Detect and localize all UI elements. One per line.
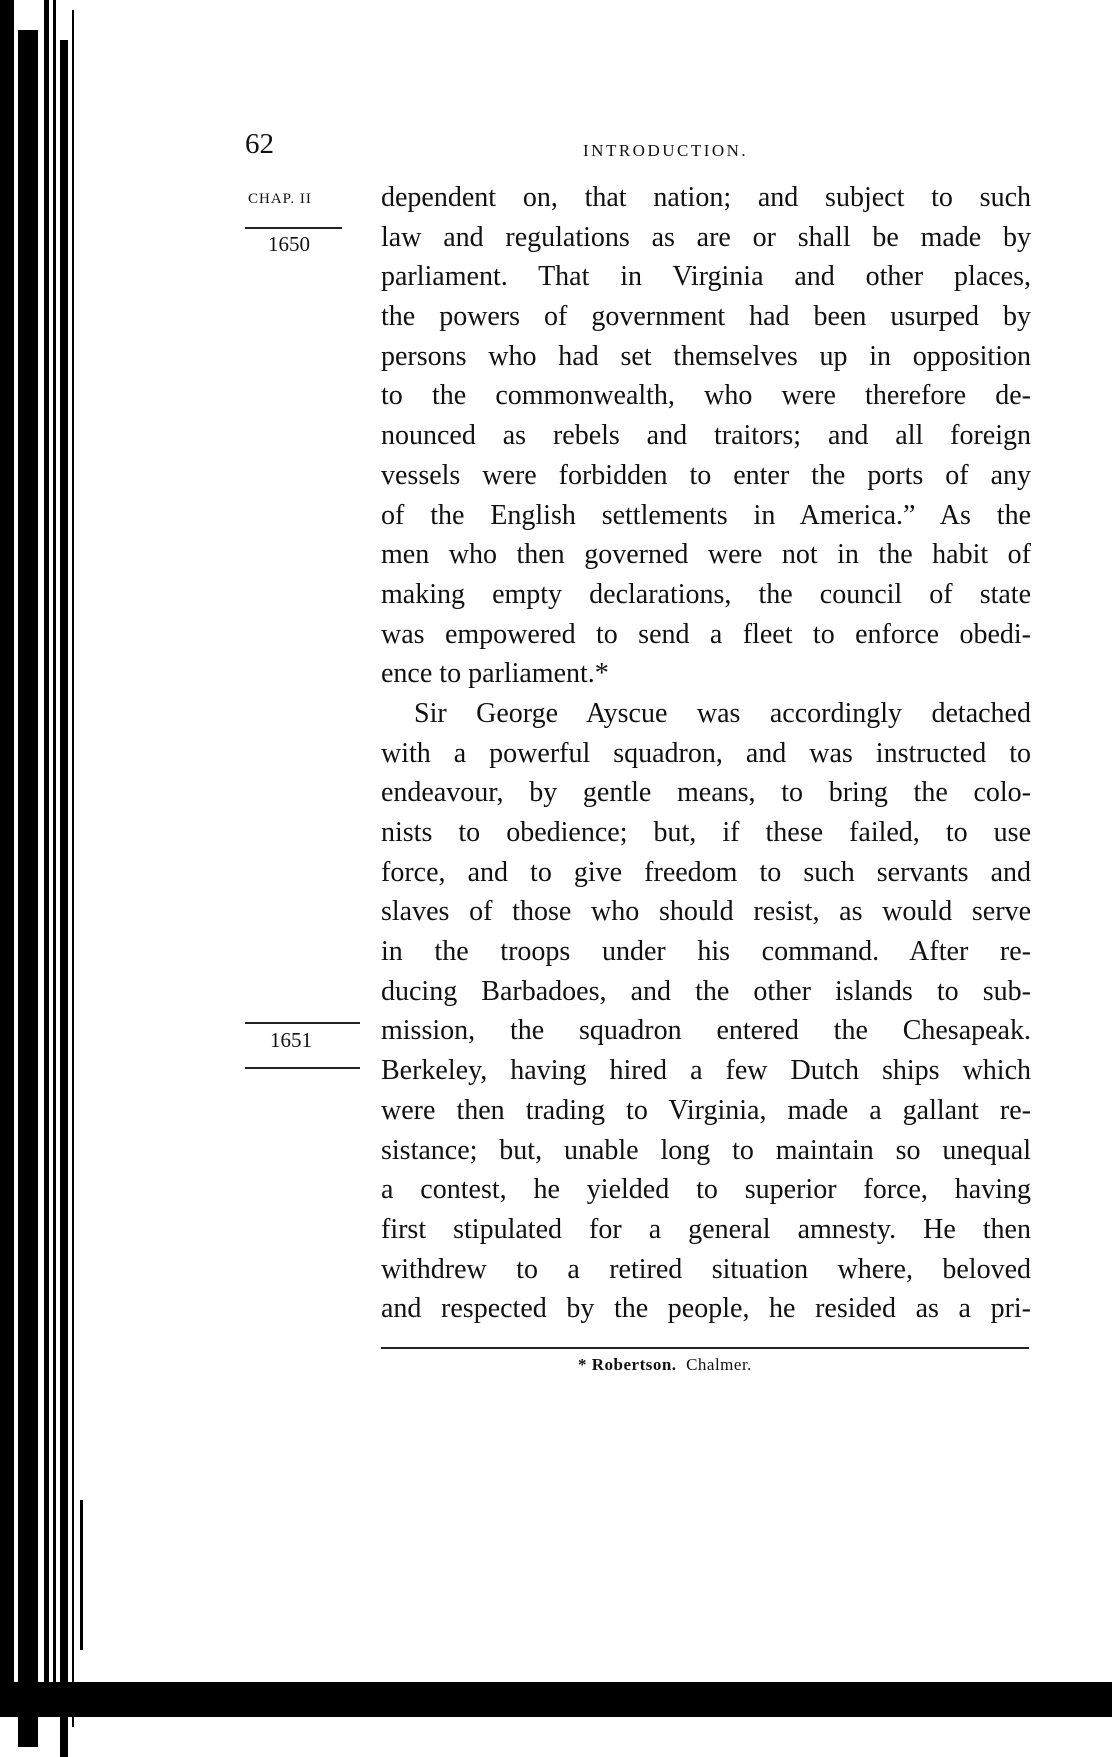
text-line: making empty declarations, the council of state xyxy=(381,578,1031,610)
text-line: of the English settlements in America.” As the xyxy=(381,499,1031,531)
text-line: ducing Barbadoes, and the other islands to sub- xyxy=(381,975,1031,1007)
gutter-stripe xyxy=(0,0,14,1717)
text-line: slaves of those who should resist, as would serve xyxy=(381,896,1031,928)
text-line: Sir George Ayscue was accordingly detached xyxy=(414,697,1031,729)
body-text xyxy=(381,178,1031,1329)
gutter-stripe xyxy=(53,0,56,1717)
gutter-stripe xyxy=(60,40,68,1757)
margin-year-1650: 1650 xyxy=(268,232,310,256)
footnote xyxy=(578,1355,752,1375)
text-line: parliament. That in Virginia and other places, xyxy=(381,261,1031,293)
scan-gutter xyxy=(0,0,95,1717)
text-line: withdrew to a retired situation where, beloved xyxy=(381,1253,1031,1285)
gutter-stripe xyxy=(18,30,38,1747)
text-line: men who then governed were not in the habit of xyxy=(381,539,1031,571)
margin-rule xyxy=(245,1067,360,1069)
margin-rule xyxy=(245,227,342,229)
text-line: a contest, he yielded to superior force, having xyxy=(381,1174,1031,1206)
gutter-stripe xyxy=(72,10,74,1727)
text-line: persons who had set themselves up in opposition xyxy=(381,340,1031,372)
footnote-rule xyxy=(381,1347,1029,1349)
text-line: endeavour, by gentle means, to bring the colo- xyxy=(381,777,1031,809)
text-line: sistance; but, unable long to maintain so unequal xyxy=(381,1134,1031,1166)
text-line: and respected by the people, he resided as a pri- xyxy=(381,1293,1031,1325)
margin-chapter: CHAP. II xyxy=(248,191,312,207)
text-line: Berkeley, having hired a few Dutch ships which xyxy=(381,1055,1031,1087)
footnote-author: * Robertson. xyxy=(578,1355,677,1374)
text-line: to the commonwealth, who were therefore de- xyxy=(381,380,1031,412)
text-line: the powers of government had been usurped by xyxy=(381,301,1031,333)
gutter-stripe xyxy=(44,0,49,1717)
text-line: mission, the squadron entered the Chesapeak. xyxy=(381,1015,1031,1047)
paragraph-1 xyxy=(381,178,1031,694)
text-line: force, and to give freedom to such servants and xyxy=(381,856,1031,888)
margin-rule xyxy=(245,1022,360,1024)
text-line: nounced as rebels and traitors; and all foreign xyxy=(381,420,1031,452)
gutter-stripe xyxy=(80,1500,83,1650)
text-line: vessels were forbidden to enter the ports of any xyxy=(381,459,1031,491)
footnote-source: Chalmer. xyxy=(686,1355,752,1374)
margin-year-1651: 1651 xyxy=(270,1028,312,1052)
paragraph-2 xyxy=(381,694,1031,1329)
text-line: first stipulated for a general amnesty. He then xyxy=(381,1213,1031,1245)
text-line: nists to obedience; but, if these failed, to use xyxy=(381,817,1031,848)
scan-bottom-edge xyxy=(0,1682,1112,1717)
text-line: in the troops under his command. After re- xyxy=(381,936,1031,968)
text-line: were then trading to Virginia, made a gallant re- xyxy=(381,1094,1031,1126)
page-number: 62 xyxy=(245,128,274,160)
text-line: was empowered to send a fleet to enforce obedi- xyxy=(381,618,1031,650)
running-head: INTRODUCTION. xyxy=(583,141,749,160)
text-line: law and regulations as are or shall be made by xyxy=(381,221,1031,253)
text-line: ence to parliament.* xyxy=(381,658,609,690)
text-line: dependent on, that nation; and subject to such xyxy=(381,182,1031,213)
text-line: with a powerful squadron, and was instructed to xyxy=(381,737,1031,769)
